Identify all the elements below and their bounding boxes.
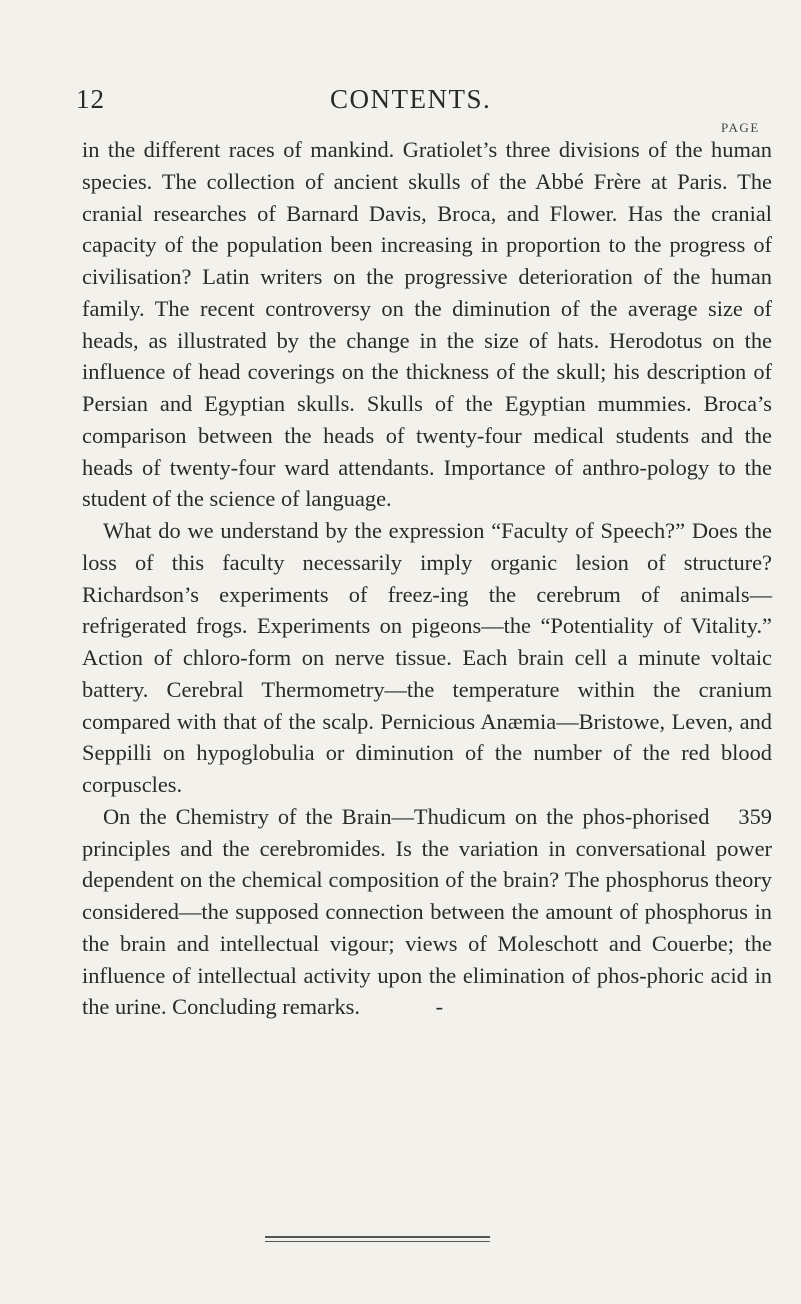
running-head: [0, 84, 801, 114]
page-reference: 359: [738, 803, 772, 829]
contents-entry: [82, 134, 772, 1023]
page-number: 12: [76, 84, 105, 114]
entry-paragraph: in the different races of mankind. Gratiolet’s three divisions of the human species. The collection of ancient skulls of the Abbé Frère at Paris. The cranial researches of Barnard Davis, Broca, and Flower. Has the cranial capacity of the population been increasing in proportion to the progress of civilisation? Latin writers on the progressive deterioration of the human family. The recent controversy on the diminution of the average size of heads, as illustrated by the change in the size of hats. Herodotus on the influence of head coverings on the thickness of the skull; his description of Persian and Egyptian skulls. Skulls of the Egyptian mummies. Broca’s comparison between the heads of twenty-four medical students and the heads of twenty-four ward attendants. Importance of anthro-pology to the student of the science of language.: [82, 137, 772, 512]
entry-paragraph-last: [82, 801, 772, 1023]
running-title: CONTENTS.: [330, 84, 492, 114]
closing-rule: [265, 1236, 490, 1238]
page-column-label: PAGE: [721, 120, 760, 135]
leader-dash: -: [435, 994, 444, 1020]
entry-paragraph-text: On the Chemistry of the Brain—Thudicum on the phos-phorised principles and the cerebromides. Is the variation in conversational power dependent on the chemical composition of the brain? The phosphorus theory considered—the supposed connection between the amount of phosphorus in the brain and intellectual vigour; views of Moleschott and Couerbe; the influence of intellectual activity upon the elimination of phos-phoric acid in the urine. Concluding remarks.: [82, 803, 772, 1020]
entry-paragraph: What do we understand by the expression “Faculty of Speech?” Does the loss of this faculty necessarily imply organic lesion of structure? Richardson’s experiments of freez-ing the cerebrum of animals—refrigerated frogs. Experiments on pigeons—the “Potentiality of Vitality.” Action of chloro-form on nerve tissue. Each brain cell a minute voltaic battery. Cerebral Thermometry—the temperature within the cranium compared with that of the scalp. Pernicious Anæmia—Bristowe, Leven, and Seppilli on hypoglobulia or diminution of the number of the red blood corpuscles.: [82, 518, 772, 797]
closing-rule-thin: [265, 1241, 490, 1242]
